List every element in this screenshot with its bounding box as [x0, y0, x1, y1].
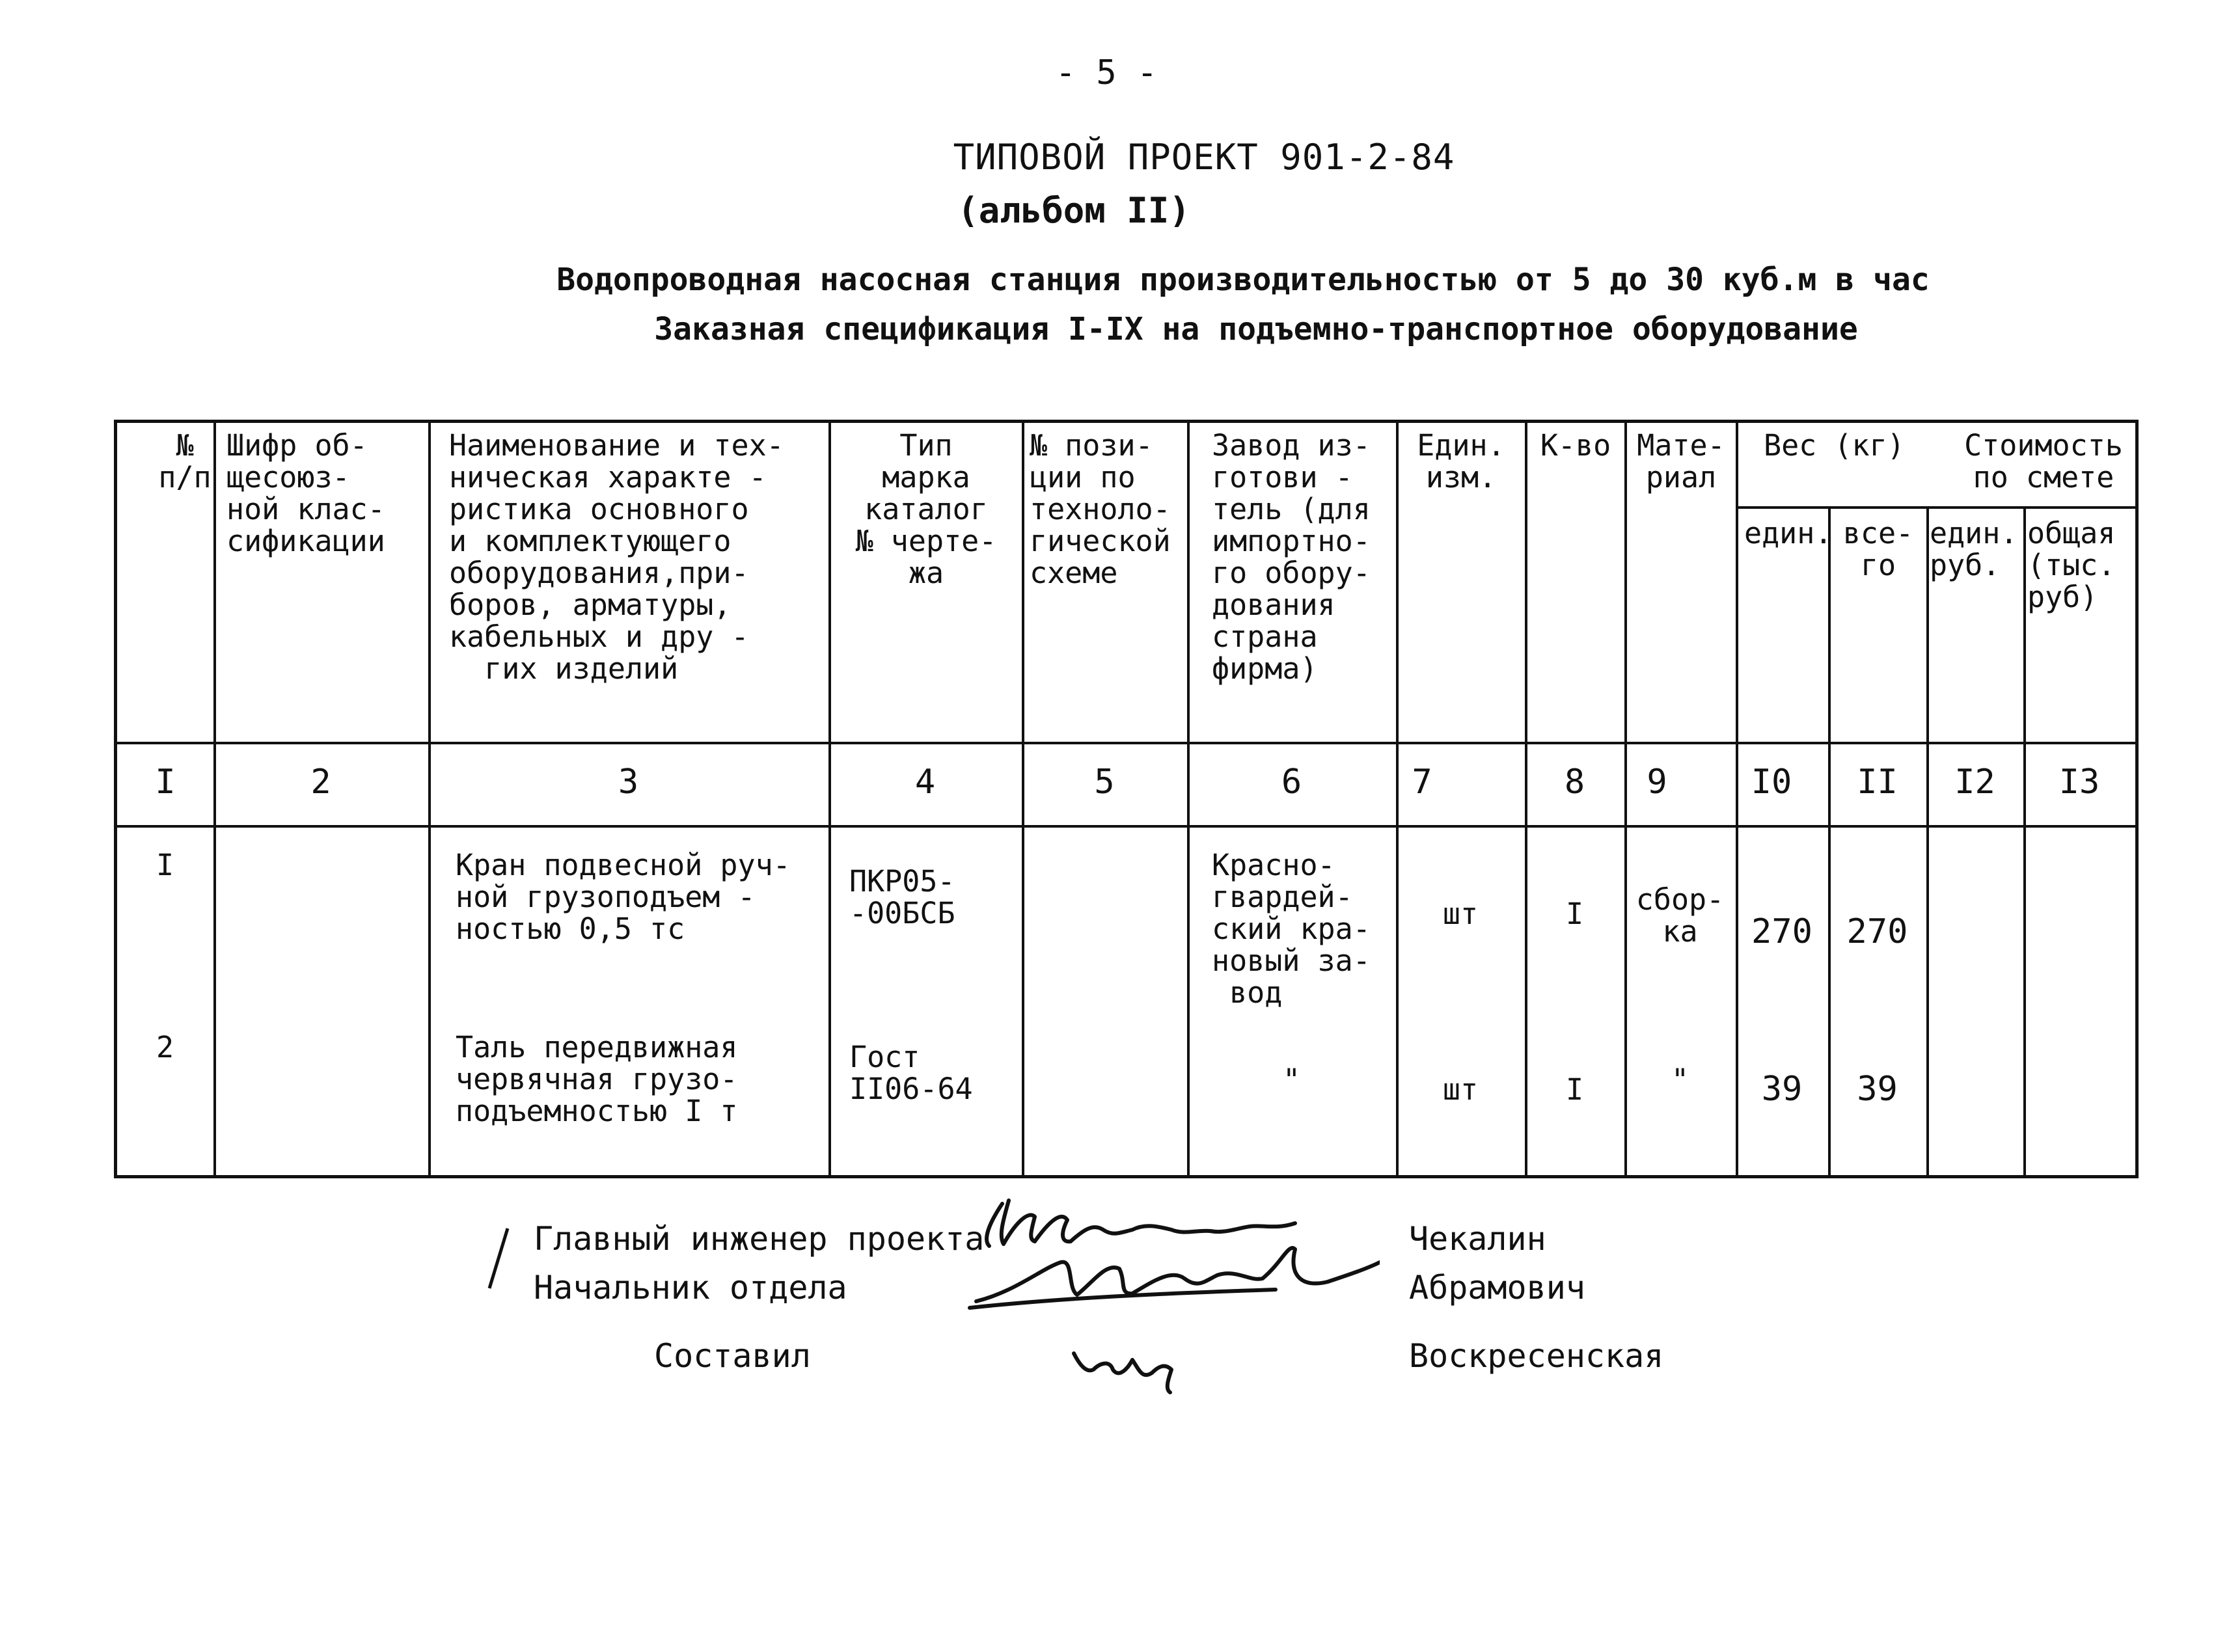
column-number: 8 [1564, 763, 1585, 802]
column-divider [1525, 423, 1527, 1175]
column-divider [1396, 423, 1399, 1175]
column-number: 2 [310, 763, 331, 802]
album-label: (альбом II) [957, 190, 1190, 231]
header-weight-unit: един. [1744, 516, 1833, 550]
table-row-weight-unit: 270 [1751, 912, 1812, 951]
header-classification-code: Шифр об- щесоюз- ной клас- сификации [226, 428, 385, 558]
department-head-name: Абрамович [1409, 1269, 1585, 1307]
table-row-weight-total: 39 [1857, 1070, 1898, 1109]
header-cost-total: общая (тыс. руб) [2027, 516, 2116, 614]
header-position: № пози- ции по техноло- гической схеме [1030, 428, 1171, 590]
chief-engineer-name: Чекалин [1409, 1220, 1546, 1258]
column-divider [213, 423, 216, 1175]
header-cost-unit: един. руб. [1930, 516, 2018, 582]
table-row-quantity: I [1565, 1072, 1584, 1107]
header-type: Тип марка каталог № черте- жа [855, 428, 997, 590]
column-divider [1736, 423, 1738, 1175]
table-row-unit: шт [1442, 1072, 1479, 1107]
header-quantity: К-во [1540, 428, 1611, 463]
table-row-type: Гост II06-64 [849, 1040, 973, 1106]
page-number: - 5 - [1055, 53, 1158, 92]
column-number: I [155, 763, 176, 802]
table-row-number: 2 [156, 1030, 174, 1064]
table-row-weight-unit: 39 [1761, 1070, 1803, 1109]
column-divider [1624, 423, 1627, 1175]
table-row-name: Таль передвижная червячная грузо- подъемностью I т [456, 1030, 738, 1128]
column-number: 5 [1094, 763, 1115, 802]
column-number: 7 [1412, 763, 1432, 802]
column-divider [1022, 423, 1024, 1175]
table-row-unit: шт [1442, 897, 1479, 931]
header-unit: Един. изм. [1417, 428, 1505, 494]
table-row-manufacturer: Красно- гвардей- ский кра- новый за- вод [1212, 848, 1371, 1010]
column-number: 4 [914, 763, 936, 802]
column-number: 6 [1281, 763, 1302, 802]
table-row-type: ПКР05- -00БСБ [849, 864, 955, 930]
chief-engineer-label: Главный инженер проекта [534, 1220, 985, 1258]
project-title: ТИПОВОЙ ПРОЕКТ 901-2-84 [953, 137, 1455, 178]
table-row-number: I [156, 848, 174, 882]
table-row-quantity: I [1565, 897, 1584, 931]
header-material: Мате- риал [1637, 428, 1725, 494]
document-subtitle: Водопроводная насосная станция производительностью от 5 до 30 куб.м в час [556, 262, 1930, 298]
table-row-weight-total: 270 [1846, 912, 1908, 951]
department-head-label: Начальник отдела [534, 1269, 847, 1307]
table-row-name: Кран подвесной руч- ной грузоподъем - ностью 0,5 тс [456, 848, 791, 946]
subheader-divider [1736, 506, 2135, 509]
column-divider [2023, 508, 2026, 1175]
header-cost-group: Стоимость по смете [1964, 428, 2123, 494]
header-number: № п/п [158, 428, 212, 494]
slash-mark [482, 1223, 521, 1295]
table-row-material: " [1671, 1063, 1689, 1097]
header-weight-total: все- го [1842, 516, 1914, 582]
header-divider [117, 742, 2135, 744]
column-divider [828, 423, 831, 1175]
specification-subtitle: Заказная спецификация I-IX на подъемно-транспортное оборудование [654, 311, 1858, 347]
numbers-divider [117, 825, 2135, 828]
column-number: I2 [1954, 763, 1995, 802]
column-number: II [1857, 763, 1898, 802]
compiled-by-name: Воскресенская [1409, 1337, 1664, 1375]
table-row-manufacturer: " [1282, 1063, 1301, 1097]
column-divider [1926, 508, 1929, 1175]
handwritten-signatures [963, 1184, 1380, 1399]
column-number: 3 [618, 763, 639, 802]
column-number: 9 [1647, 763, 1667, 802]
table-row-material: сбор- ка [1635, 882, 1725, 949]
specification-table [114, 420, 2139, 1178]
header-weight-group: Вес (кг) [1764, 428, 1905, 463]
header-manufacturer: Завод из- готови - тель (для импортно- го обору- дования страна фирма) [1212, 428, 1371, 686]
header-name: Наименование и тех- ническая характе - ристика основного и комплектующего оборудования,при- боров, арматуры, кабельных и дру - гих изделий [449, 428, 784, 686]
column-divider [1187, 423, 1190, 1175]
column-number: I0 [1751, 763, 1792, 802]
column-divider [428, 423, 431, 1175]
column-number: I3 [2058, 763, 2100, 802]
compiled-by-label: Составил [654, 1337, 811, 1375]
